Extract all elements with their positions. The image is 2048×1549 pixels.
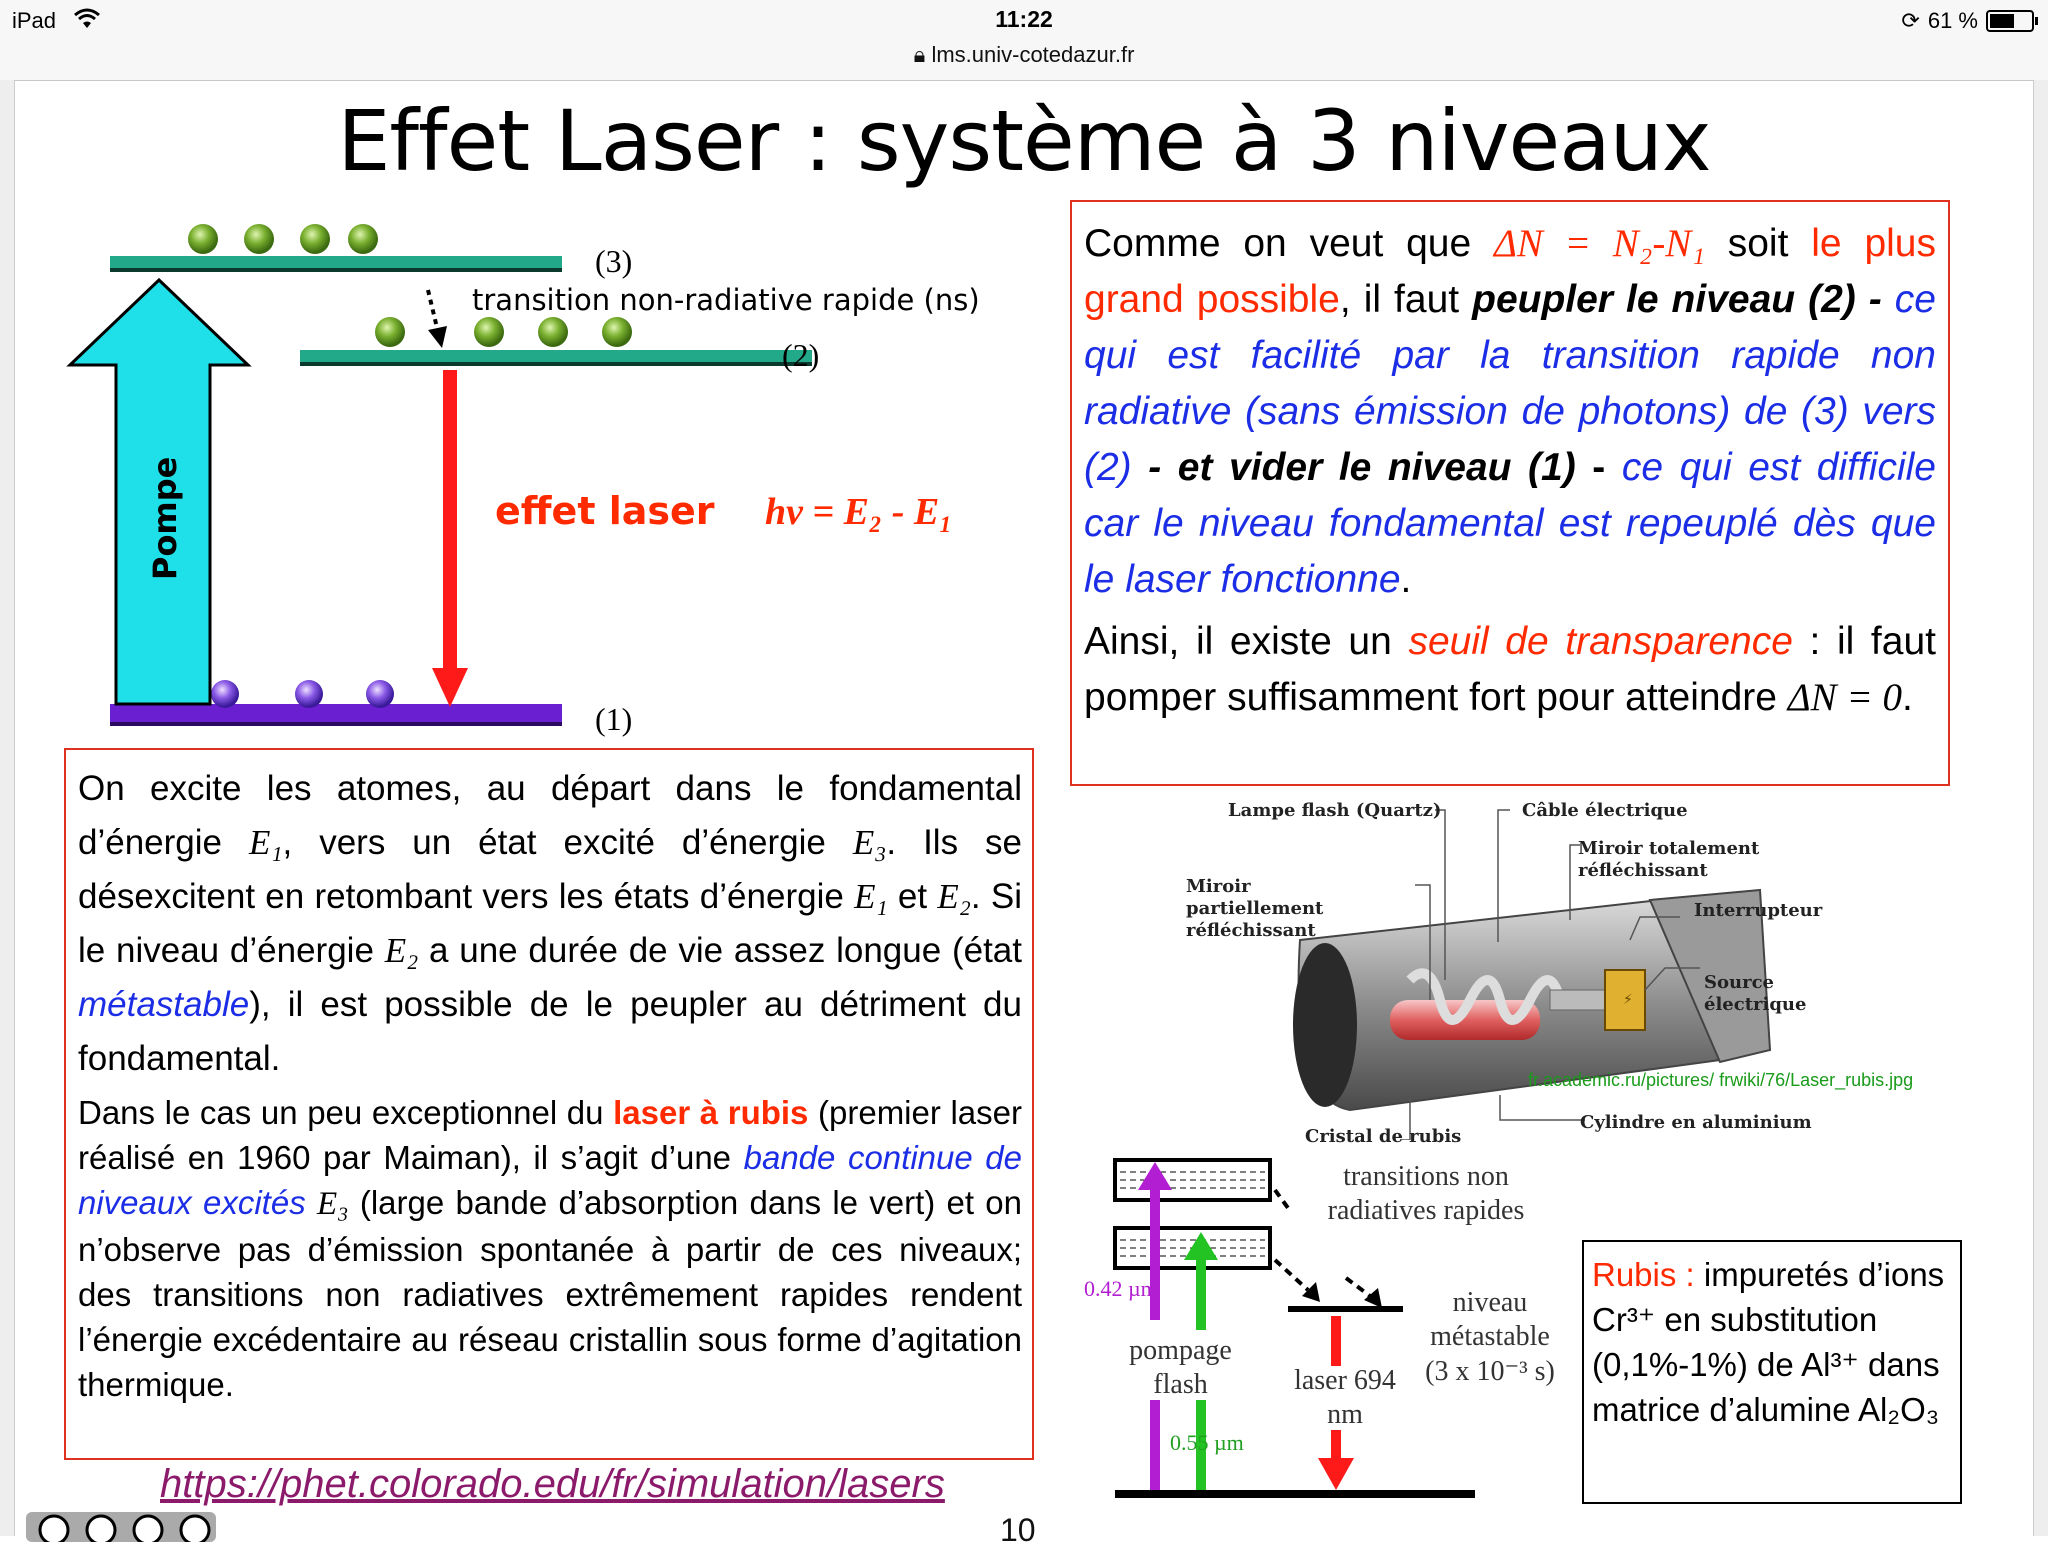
laser-effect-label: effet laser	[495, 489, 715, 533]
page-edge-left	[0, 80, 15, 1536]
text-run: ΔN = N₂-N₁	[1494, 222, 1705, 265]
atom	[300, 224, 330, 254]
atom	[188, 224, 218, 254]
metastable-level	[1288, 1306, 1403, 1312]
laser-formula: hv = E₂ - E₁	[765, 491, 953, 533]
url-text: lms.univ-cotedazur.fr	[931, 42, 1135, 67]
text-run: E₃	[852, 823, 887, 862]
paragraph-ruby-laser	[78, 1090, 1022, 1407]
text-run: - et vider le niveau (1)	[1148, 446, 1576, 489]
image-source-reference: fr.academic.ru/pictures/ frwiki/76/Laser_rubis.jpg	[1528, 1070, 1914, 1090]
text-run	[1882, 278, 1895, 321]
level-1-label: (1)	[595, 701, 633, 737]
cylinder-opening	[1293, 943, 1357, 1107]
label-ruby-crystal: Cristal de rubis	[1305, 1126, 1462, 1147]
text-run: peupler le niveau (2) -	[1472, 278, 1882, 321]
address-bar[interactable]	[0, 42, 2048, 68]
paragraph-excitation	[78, 762, 1022, 1086]
ground-level	[1115, 1490, 1475, 1498]
text-run: ), il est possible de le peupler au détriment du fondamental.	[78, 985, 1022, 1078]
label-flash-lamp: Lampe flash (Quartz)	[1228, 800, 1442, 821]
slide-title: Effet Laser : système à 3 niveaux	[337, 92, 1711, 190]
label-cable: Câble électrique	[1522, 800, 1688, 821]
label-aluminium-cylinder: Cylindre en aluminium	[1580, 1112, 1812, 1133]
text-run: seuil de transparence	[1408, 620, 1793, 663]
phet-simulation-link[interactable]: https://phet.colorado.edu/fr/simulation/lasers	[160, 1462, 945, 1506]
text-run	[306, 1184, 317, 1221]
level-1-bar	[110, 704, 562, 724]
text-run: Dans le cas un peu exceptionnel du	[78, 1094, 614, 1131]
level-2-label: (2)	[782, 337, 820, 373]
text-run: . Ils se désexcitent en retombant vers les états d’énergie	[78, 823, 1022, 916]
text-run: (premier laser réalisé en 1960 par Maiman), il s’agit d’une	[78, 1094, 1022, 1176]
text-run: E₃	[316, 1186, 349, 1222]
atom	[295, 680, 323, 708]
paragraph-threshold	[1084, 614, 1936, 726]
energy-level-diagram	[60, 210, 1040, 750]
label-switch: Interrupteur	[1694, 900, 1823, 921]
pump-label: Pompe	[146, 456, 184, 580]
text-run: .	[1902, 676, 1913, 719]
status-bar	[0, 0, 2048, 81]
text-run: Comme on veut que	[1084, 222, 1495, 265]
level-3-bar	[110, 256, 562, 270]
status-right	[1901, 8, 2034, 34]
atom	[602, 317, 632, 347]
text-run: et	[887, 877, 938, 916]
text-run: On excite les atomes, au départ dans le fondamental d’énergie	[78, 769, 1022, 862]
ruby-definition-box	[1582, 1240, 1962, 1504]
text-run: laser à rubis	[613, 1094, 809, 1131]
text-run: , il faut	[1339, 278, 1473, 321]
green-wavelength: 0.55 µm	[1170, 1430, 1244, 1455]
transition-label: transition non-radiative rapide (ns)	[472, 283, 980, 317]
text-run: ce qui est difficile car le niveau fondamental est repeuplé dès que le laser fonctionne	[1084, 446, 1936, 601]
paragraph-population	[1084, 216, 1936, 608]
text-run: ΔN = 0	[1787, 676, 1903, 719]
explanation-box-right	[1070, 200, 1950, 786]
creative-commons-icon	[26, 1512, 216, 1542]
text-run: ce qui est facilité par la transition rapide non radiative (sans émission de photons) de (3) vers (2)	[1084, 278, 1936, 489]
text-run: E₁	[854, 877, 888, 916]
text-run: impuretés d’ions Cr³⁺ en substitution (0,1%-1%) de Al³⁺ dans matrice d’alumine Al₂O₃	[1592, 1256, 1945, 1428]
page-edge-right	[2033, 80, 2048, 1536]
atom	[375, 317, 405, 347]
violet-wavelength: 0.42 µm	[1084, 1276, 1158, 1301]
level-3-label: (3)	[595, 243, 633, 279]
lock-icon: 🔒︎	[913, 42, 926, 67]
text-run: a une durée de vie assez longue (état	[418, 931, 1022, 970]
text-run: Ainsi, il existe un	[1084, 620, 1409, 663]
page-number: 10	[1000, 1512, 1036, 1548]
text-run: E₂	[384, 931, 419, 970]
text-run: E₁	[248, 823, 283, 862]
clock: 11:22	[995, 6, 1053, 32]
atom	[474, 317, 504, 347]
explanation-box-left	[64, 748, 1034, 1460]
text-run: -	[1575, 446, 1622, 489]
label-power-source: Source électrique	[1704, 972, 1807, 1015]
text-run: soit	[1704, 222, 1812, 265]
atom	[348, 224, 378, 254]
text-run: .	[1400, 558, 1412, 601]
text-run: . Si le niveau d’énergie	[78, 877, 1022, 970]
device-name: iPad	[12, 8, 57, 33]
text-run: (large bande d’absorption dans le vert) et on n’observe pas d’émission spontanée à partir de ces niveaux; des transitions non radiatives extrêmement rapides rendent l’énergie excédentaire au réseau cristallin sous forme d’agitation thermique.	[78, 1184, 1022, 1403]
text-run: bande continue de niveaux excités	[78, 1139, 1022, 1221]
label-partial-mirror: Miroir partiellement réfléchissant	[1186, 876, 1324, 941]
text-run: le plus grand possible	[1084, 222, 1936, 321]
metastable-label: niveau métastable	[1430, 1287, 1550, 1352]
svg-text:⚡: ⚡	[1623, 992, 1633, 1008]
text-run: Rubis	[1592, 1256, 1677, 1293]
nonradiative-arrow	[428, 290, 438, 332]
level-2-bar	[300, 350, 812, 364]
atom	[211, 680, 239, 708]
flash-pumping-label: pompage flash	[1129, 1335, 1232, 1400]
laser-wavelength-label: laser 694 nm	[1294, 1365, 1396, 1430]
nonradiative-transitions-label: transitions non radiatives rapides	[1327, 1161, 1525, 1226]
atom	[366, 680, 394, 708]
rotation-lock-icon: ⟳	[1901, 8, 1920, 33]
atom	[244, 224, 274, 254]
text-run: :	[1676, 1256, 1704, 1293]
text-run: métastable	[78, 985, 250, 1024]
battery-icon	[1986, 10, 2034, 32]
text-run: , vers un état excité d’énergie	[282, 823, 853, 862]
battery-percent: 61 %	[1927, 8, 1978, 33]
text-run: : il faut pomper suffisamment fort pour atteindre	[1084, 620, 1936, 719]
laser-arrow	[443, 370, 457, 670]
label-total-mirror: Miroir totalement réfléchissant	[1578, 838, 1760, 881]
green-pump-arrow	[1196, 1250, 1206, 1330]
text-run: E₂	[937, 877, 971, 916]
laser-694-arrow	[1331, 1316, 1341, 1366]
metastable-lifetime: (3 x 10⁻³ s)	[1425, 1356, 1555, 1387]
text-run	[1132, 446, 1149, 489]
atom	[538, 317, 568, 347]
